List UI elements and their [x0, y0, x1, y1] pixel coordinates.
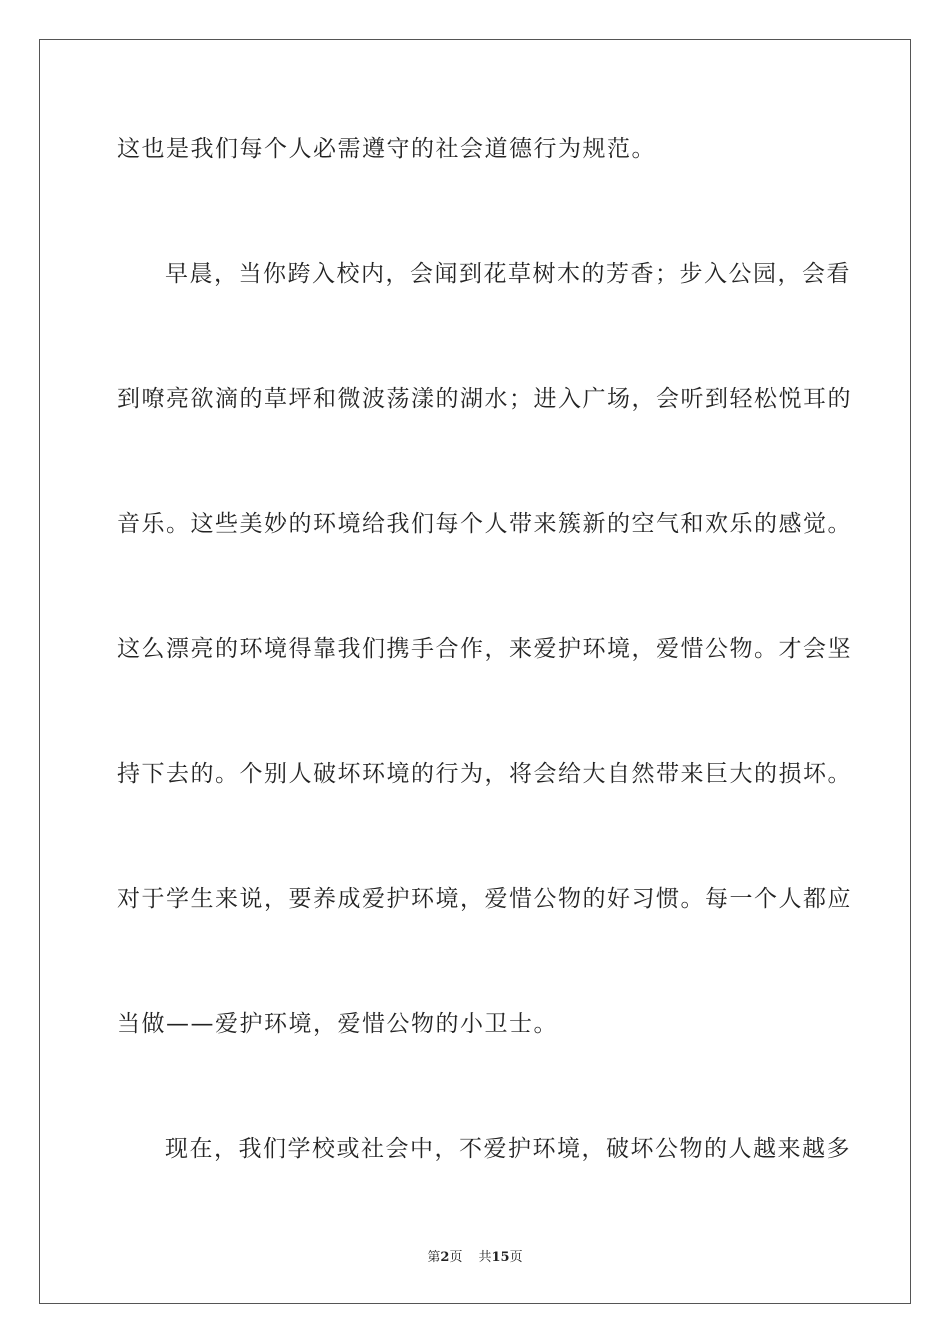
- text-line-7: 对于学生来说，要养成爱护环境，爱惜公物的好习惯。每一个人都应: [117, 886, 852, 912]
- page-prefix: 第: [427, 1250, 441, 1265]
- text-line-1: 这也是我们每个人必需遵守的社会道德行为规范。: [117, 136, 656, 162]
- total-prefix: 共: [478, 1250, 492, 1265]
- page-border: [39, 39, 911, 1304]
- total-pages: 15: [491, 1250, 510, 1265]
- page-footer: [0, 1246, 950, 1265]
- text-line-5: 这么漂亮的环境得靠我们携手合作，来爱护环境，爱惜公物。才会坚: [117, 636, 852, 662]
- text-line-2: 早晨，当你跨入校内，会闻到花草树木的芳香；步入公园，会看: [165, 261, 851, 287]
- text-line-8: 当做——爱护环境，爱惜公物的小卫士。: [117, 1011, 558, 1037]
- total-suffix: 页: [509, 1250, 523, 1265]
- text-line-6: 持下去的。个别人破坏环境的行为，将会给大自然带来巨大的损坏。: [117, 761, 852, 787]
- text-line-3: 到嘹亮欲滴的草坪和微波荡漾的湖水；进入广场，会听到轻松悦耳的: [117, 386, 852, 412]
- text-line-4: 音乐。这些美妙的环境给我们每个人带来簇新的空气和欢乐的感觉。: [117, 511, 852, 537]
- page-number: 2: [440, 1250, 450, 1265]
- page-suffix: 页: [449, 1250, 463, 1265]
- text-line-9: 现在，我们学校或社会中，不爱护环境，破坏公物的人越来越多: [165, 1136, 851, 1162]
